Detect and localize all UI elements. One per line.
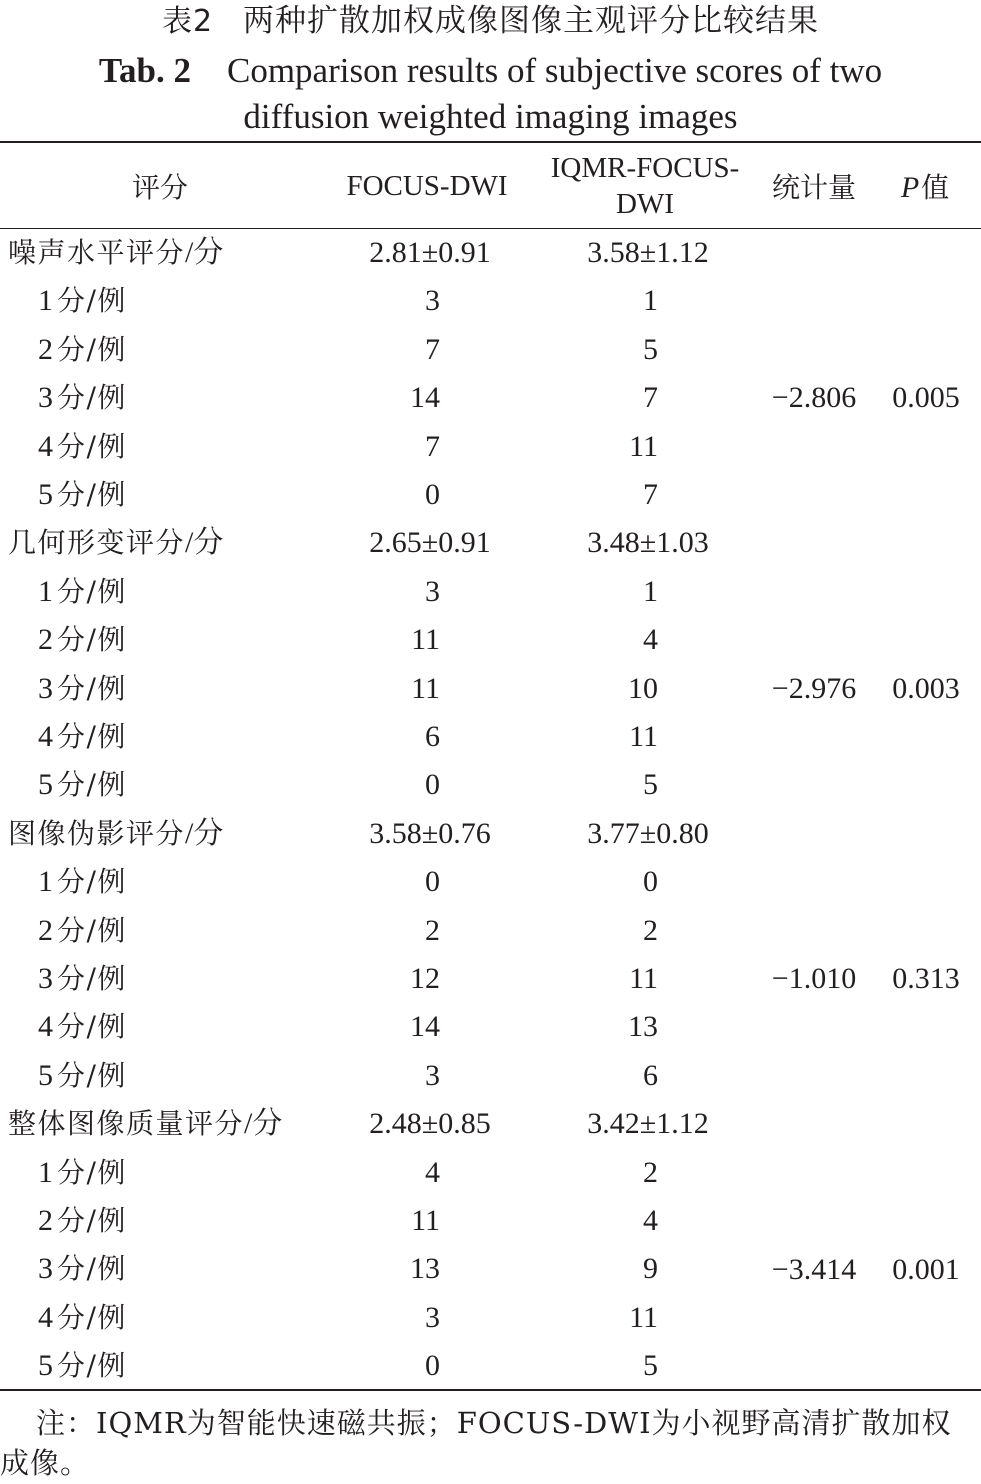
score-level-label — [38, 471, 127, 519]
score-row — [0, 858, 981, 906]
iqmr-count: 7 — [643, 478, 658, 511]
header-score: 评分 — [131, 170, 188, 204]
table-caption-cn: 两种扩散加权成像图像主观评分比较结果 — [243, 3, 820, 39]
score-level-number: 2 — [38, 332, 53, 366]
group-focus-mean: 2.65±0.91 — [369, 526, 491, 560]
header-statistic: 统计量 — [771, 170, 856, 204]
focus-count: 3 — [425, 284, 440, 318]
score-level-unit: 分/例 — [57, 720, 127, 753]
group-row — [0, 810, 981, 858]
iqmr-count: 4 — [643, 623, 658, 657]
group-row — [0, 519, 981, 567]
table-note: 注：IQMR为智能快速磁共振；FOCUS-DWI为小视野高清扩散加权成像。 — [0, 1406, 952, 1480]
score-level-number: 1 — [38, 574, 53, 608]
score-level-unit: 分/例 — [57, 913, 127, 947]
score-level-label — [38, 568, 127, 616]
score-level-number: 3 — [38, 962, 53, 995]
score-level-unit: 分/例 — [57, 332, 127, 366]
focus-count: 0 — [425, 768, 440, 802]
focus-count: 0 — [425, 1349, 440, 1383]
header-iqmr-focus-dwi — [528, 143, 762, 228]
iqmr-count: 2 — [643, 1155, 658, 1189]
iqmr-count: 1 — [643, 574, 658, 608]
header-p-value — [880, 143, 970, 228]
iqmr-count: 10 — [628, 671, 658, 705]
table-bottom-rule — [0, 1389, 981, 1391]
header-iqmr-line2: DWI — [616, 187, 674, 220]
score-level-unit: 分/例 — [57, 1058, 127, 1092]
score-level-label — [38, 374, 127, 422]
table-caption-en-line2: diffusion weighted imaging images — [243, 97, 738, 136]
score-row — [0, 1149, 981, 1197]
focus-count: 0 — [425, 478, 440, 511]
focus-count: 3 — [425, 1058, 440, 1092]
score-level-label — [38, 1052, 127, 1100]
iqmr-count: 11 — [629, 1300, 658, 1334]
iqmr-count: 4 — [643, 1204, 658, 1237]
focus-count: 4 — [425, 1155, 440, 1189]
iqmr-count: 5 — [643, 1349, 658, 1383]
focus-count: 14 — [410, 1010, 440, 1044]
score-row — [0, 907, 981, 955]
score-level-number: 3 — [38, 1252, 53, 1286]
table-caption-en-line1: Comparison results of subjective scores of two — [226, 51, 883, 90]
group-label-unit: /分 — [185, 816, 224, 850]
group-label-text: 几何形变评分 — [8, 526, 186, 560]
score-level-unit: 分/例 — [57, 1300, 127, 1334]
score-row — [0, 326, 981, 374]
statistic-value: −2.976 — [771, 671, 857, 705]
iqmr-count: 5 — [643, 768, 658, 802]
p-value: 0.001 — [892, 1252, 960, 1286]
score-level-label — [38, 277, 127, 325]
score-level-number: 5 — [38, 1349, 53, 1383]
group-iqmr-mean: 3.42±1.12 — [587, 1107, 709, 1141]
score-level-number: 3 — [38, 381, 53, 415]
focus-count: 13 — [410, 1252, 440, 1286]
score-level-label — [38, 423, 127, 471]
score-row — [0, 423, 981, 471]
score-level-unit: 分/例 — [57, 478, 127, 511]
focus-count: 6 — [425, 720, 440, 753]
group-focus-mean: 2.48±0.85 — [369, 1107, 491, 1141]
group-iqmr-mean: 3.48±1.03 — [587, 526, 709, 560]
group-focus-mean: 3.58±0.76 — [369, 816, 491, 850]
score-level-label — [38, 616, 127, 664]
score-level-label — [38, 1197, 127, 1245]
iqmr-count: 11 — [629, 962, 658, 995]
score-level-unit: 分/例 — [57, 962, 127, 995]
score-level-unit: 分/例 — [57, 284, 127, 318]
score-row — [0, 568, 981, 616]
score-row — [0, 1003, 981, 1051]
focus-count: 3 — [425, 1300, 440, 1334]
score-level-unit: 分/例 — [57, 1349, 127, 1383]
table-title-cn — [0, 0, 981, 42]
iqmr-count: 1 — [643, 284, 658, 318]
score-row — [0, 277, 981, 325]
iqmr-count: 11 — [629, 429, 658, 463]
score-level-unit: 分/例 — [57, 1204, 127, 1237]
header-focus-dwi: FOCUS-DWI — [346, 169, 508, 202]
iqmr-count: 13 — [628, 1010, 658, 1044]
group-label-unit: /分 — [185, 236, 224, 269]
p-value: 0.005 — [892, 381, 960, 415]
iqmr-count: 9 — [643, 1252, 658, 1286]
group-label-text: 噪声水平评分 — [8, 236, 186, 269]
score-row — [0, 1197, 981, 1245]
score-row — [0, 713, 981, 761]
focus-count: 14 — [410, 381, 440, 415]
group-label-unit: /分 — [244, 1107, 283, 1141]
focus-count: 11 — [411, 1204, 440, 1237]
iqmr-count: 7 — [643, 381, 658, 415]
score-level-number: 5 — [38, 768, 53, 802]
table-number-en: Tab. 2 — [98, 51, 191, 90]
score-level-unit: 分/例 — [57, 429, 127, 463]
group-label — [8, 519, 223, 567]
iqmr-count: 0 — [643, 865, 658, 899]
focus-count: 11 — [411, 623, 440, 657]
group-label-text: 整体图像质量评分 — [8, 1107, 245, 1141]
header-p-letter: P — [900, 170, 920, 204]
focus-count: 11 — [411, 671, 440, 705]
score-level-label — [38, 907, 127, 955]
score-level-number: 4 — [38, 429, 53, 463]
score-level-unit: 分/例 — [57, 623, 127, 657]
score-row — [0, 1294, 981, 1342]
iqmr-count: 2 — [643, 913, 658, 947]
score-row — [0, 1052, 981, 1100]
statistic-value: −1.010 — [771, 962, 857, 996]
score-row — [0, 1342, 981, 1390]
score-level-label — [38, 713, 127, 761]
score-level-number: 1 — [38, 865, 53, 899]
score-level-number: 3 — [38, 671, 53, 705]
header-p-suffix: 值 — [921, 170, 950, 204]
score-level-label — [38, 1149, 127, 1197]
score-level-label — [38, 1342, 127, 1390]
score-level-number: 4 — [38, 1300, 53, 1334]
score-level-number: 2 — [38, 913, 53, 947]
score-level-number: 4 — [38, 720, 53, 753]
focus-count: 12 — [410, 962, 440, 995]
score-level-unit: 分/例 — [57, 768, 127, 802]
score-level-label — [38, 326, 127, 374]
score-row — [0, 616, 981, 664]
score-level-number: 4 — [38, 1010, 53, 1044]
group-label — [8, 1100, 282, 1148]
score-level-number: 1 — [38, 284, 53, 318]
score-level-label — [38, 1245, 127, 1293]
table-title-en — [0, 48, 981, 140]
group-label-text: 图像伪影评分 — [8, 816, 186, 850]
score-level-number: 2 — [38, 1204, 53, 1237]
group-iqmr-mean: 3.58±1.12 — [587, 236, 709, 269]
header-iqmr-line1: IQMR-FOCUS- — [550, 151, 740, 184]
focus-count: 3 — [425, 574, 440, 608]
score-level-unit: 分/例 — [57, 1155, 127, 1189]
group-label — [8, 810, 223, 858]
score-level-number: 1 — [38, 1155, 53, 1189]
score-level-label — [38, 761, 127, 809]
iqmr-count: 11 — [629, 720, 658, 753]
score-row — [0, 471, 981, 519]
score-level-number: 5 — [38, 1058, 53, 1092]
focus-count: 7 — [425, 429, 440, 463]
group-focus-mean: 2.81±0.91 — [369, 236, 491, 269]
score-row — [0, 761, 981, 809]
p-value: 0.313 — [892, 962, 960, 996]
iqmr-count: 5 — [643, 332, 658, 366]
group-label-unit: /分 — [185, 526, 224, 560]
score-level-label — [38, 665, 127, 713]
score-level-unit: 分/例 — [57, 1010, 127, 1044]
score-level-label — [38, 955, 127, 1003]
statistic-value: −2.806 — [771, 381, 857, 415]
table-number-cn: 表2 — [161, 4, 214, 39]
focus-count: 7 — [425, 332, 440, 366]
focus-count: 0 — [425, 865, 440, 899]
score-level-unit: 分/例 — [57, 1252, 127, 1286]
score-level-unit: 分/例 — [57, 865, 127, 899]
p-value: 0.003 — [892, 671, 960, 705]
score-level-unit: 分/例 — [57, 574, 127, 608]
score-level-number: 5 — [38, 478, 53, 511]
score-level-unit: 分/例 — [57, 671, 127, 705]
score-level-label — [38, 858, 127, 906]
iqmr-count: 6 — [643, 1058, 658, 1092]
group-row — [0, 1100, 981, 1148]
score-level-label — [38, 1294, 127, 1342]
group-row — [0, 229, 981, 277]
score-level-label — [38, 1003, 127, 1051]
focus-count: 2 — [425, 913, 440, 947]
statistic-value: −3.414 — [771, 1252, 857, 1286]
group-iqmr-mean: 3.77±0.80 — [587, 816, 709, 850]
score-level-number: 2 — [38, 623, 53, 657]
score-level-unit: 分/例 — [57, 381, 127, 415]
group-label — [8, 229, 223, 277]
